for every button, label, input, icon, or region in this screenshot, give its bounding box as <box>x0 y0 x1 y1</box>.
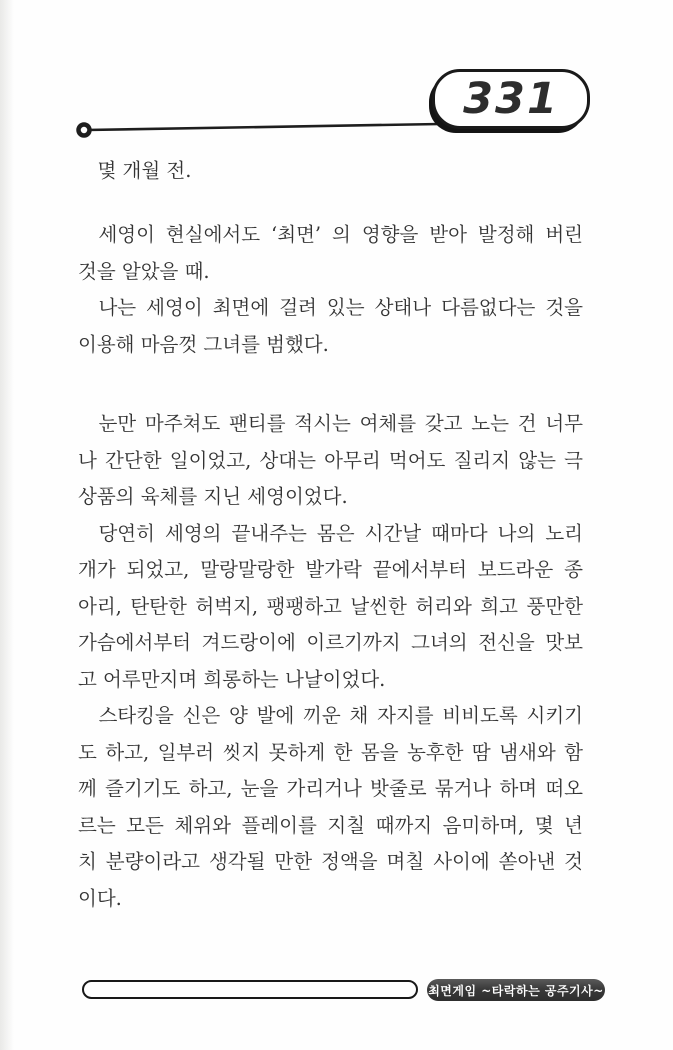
text-line: 께 즐기기도 하고, 눈을 가리거나 밧줄로 묶거나 하며 떠오 <box>78 777 583 800</box>
text-line: 아리, 탄탄한 허벅지, 팽팽하고 날씬한 허리와 희고 풍만한 <box>78 594 583 618</box>
body-text <box>78 217 583 917</box>
text-line: 개가 되었고, 말랑말랑한 발가락 끝에서부터 보드라운 종 <box>78 558 583 581</box>
text-line: 상품의 육체를 지닌 세영이었다. <box>78 485 348 508</box>
paragraph <box>78 406 583 516</box>
text-line: 이용해 마음껏 그녀를 범했다. <box>78 332 329 356</box>
text-line: 것을 알았을 때. <box>78 259 210 283</box>
text-line: 당연히 세영의 끝내주는 몸은 시간날 때마다 나의 노리 <box>98 521 583 545</box>
text-line: 스타킹을 신은 양 발에 끼운 채 자지를 비비도록 시키기 <box>98 704 583 727</box>
text-line: 세영이 현실에서도 ‘최면’ 의 영향을 받아 발정해 버린 <box>98 223 583 246</box>
scan-edge-shadow <box>0 0 14 1050</box>
circle-ornament-icon <box>79 125 90 136</box>
text-line: 나는 세영이 최면에 걸려 있는 상태나 다름없다는 것을 <box>98 296 583 319</box>
section-heading: 몇 개월 전. <box>97 159 192 182</box>
paragraph <box>78 516 583 699</box>
text-line: 고 어루만지며 희롱하는 나날이었다. <box>78 667 386 691</box>
paragraph <box>78 698 583 917</box>
text-line: 눈만 마주쳐도 팬티를 적시는 여체를 갖고 노는 건 너무 <box>98 412 583 435</box>
page-number: 331 <box>463 74 559 124</box>
text-line: 도 하고, 일부러 씻지 못하게 한 몸을 농후한 땀 냄새와 함 <box>78 740 583 764</box>
page-number-badge <box>432 69 590 129</box>
header-rule <box>86 124 440 130</box>
series-title: 최면게임 ~타락하는 공주기사~ <box>428 983 604 998</box>
text-line: 르는 모든 체위와 플레이를 지칠 때까지 음미하며, 몇 년 <box>78 813 583 837</box>
series-title-badge <box>427 979 605 1001</box>
text-line: 이다. <box>78 886 122 910</box>
footer-left-pill <box>82 980 418 999</box>
text-line: 치 분량이라고 생각될 만한 정액을 며칠 사이에 쏟아낸 것 <box>78 850 583 873</box>
paragraph <box>78 217 583 290</box>
text-line: 가슴에서부터 겨드랑이에 이르기까지 그녀의 전신을 맛보 <box>78 631 583 654</box>
text-line: 나 간단한 일이었고, 상대는 아무리 먹어도 질리지 않는 극 <box>78 448 583 472</box>
paragraph <box>78 290 583 363</box>
header-rule-line <box>70 116 442 144</box>
